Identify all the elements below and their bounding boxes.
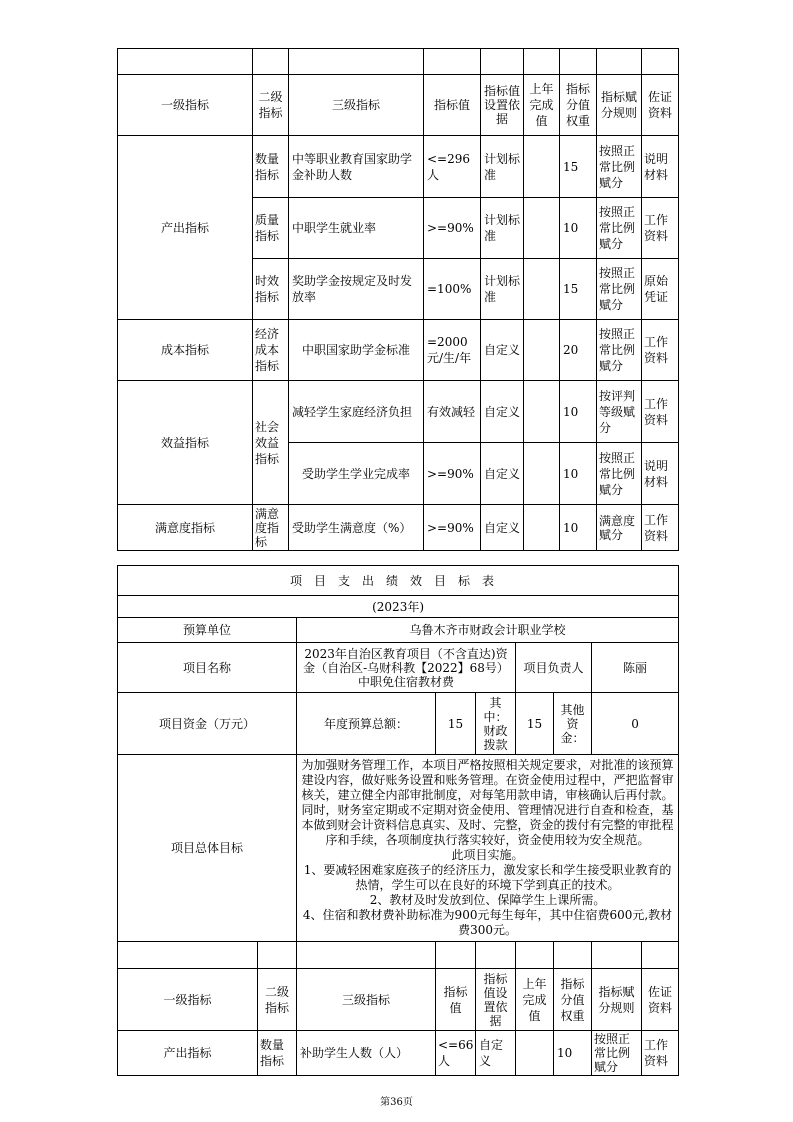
header-basis: 指标值设置依据 <box>481 75 524 136</box>
table-row <box>118 136 679 198</box>
basis-cell: 计划标准 <box>481 136 524 198</box>
table-year: (2023年) <box>118 596 679 618</box>
level3-cell: 减轻学生家庭经济负担 <box>289 381 424 443</box>
basis-cell: 自定义 <box>481 443 524 505</box>
last-year-cell <box>524 198 560 259</box>
header-rule: 指标赋分规则 <box>592 969 642 1031</box>
level2-cell: 经济成本指标 <box>253 320 289 381</box>
level3-cell: 中职国家助学金标准 <box>289 320 424 381</box>
evidence-cell: 工作资料 <box>642 381 679 443</box>
project-leader-label: 项目负责人 <box>516 643 592 693</box>
level2-cell: 时效指标 <box>253 259 289 320</box>
weight-cell: 15 <box>560 259 597 320</box>
level2-cell: 数量指标 <box>258 1031 297 1076</box>
header-evidence: 佐证资料 <box>642 75 679 136</box>
rule-cell: 满意度赋分 <box>597 505 642 551</box>
header-level1: 一级指标 <box>118 75 253 136</box>
goal-line: 为加强财务管理工作，本项目严格按照相关规定要求，对批准的该预算建设内容，做好账务设置和账务管理。在资金使用过程中，严把监督审核关，建立健全内部审批制度，对每笔用款申请，审核确认后再付款。同时，财务室定期或不定期对资金使用、管理情况进行自查和检查，基本做到财会计资料信息真实、及时、完整，资金的拨付有完整的审批程序和手续，各项制度执行落实较好，资金使用较为安全规范。 <box>301 758 674 847</box>
level2-cell: 社会效益指标 <box>253 381 289 505</box>
evidence-cell: 工作资料 <box>642 505 679 551</box>
fiscal-label: 其中：财政拨款 <box>476 693 516 755</box>
goal-line: 2、教材及时发放到位、保障学生上课所需。 <box>369 893 606 907</box>
header-level2: 二级指标 <box>258 969 297 1031</box>
goal-row <box>118 755 679 942</box>
budget-unit-label: 预算单位 <box>118 618 297 643</box>
level3-cell: 中职学生就业率 <box>289 198 424 259</box>
level3-cell: 奖助学金按规定及时发放率 <box>289 259 424 320</box>
rule-cell: 按照正常比例赋分 <box>597 198 642 259</box>
funds-label: 项目资金（万元） <box>118 693 297 755</box>
page-number: 第36页 <box>380 1097 413 1108</box>
level2-cell: 满意度指标 <box>253 505 289 551</box>
evidence-cell: 说明材料 <box>642 443 679 505</box>
weight-cell: 10 <box>560 381 597 443</box>
level3-cell: 补助学生人数（人） <box>297 1031 436 1076</box>
weight-cell: 10 <box>560 198 597 259</box>
last-year-cell <box>524 443 560 505</box>
value-cell: 有效减轻 <box>424 381 481 443</box>
level3-cell: 受助学生学业完成率 <box>289 443 424 505</box>
header-rule: 指标赋分规则 <box>597 75 642 136</box>
level1-cell: 满意度指标 <box>118 505 253 551</box>
level3-cell: 受助学生满意度（%） <box>289 505 424 551</box>
level3-cell: 中等职业教育国家助学金补助人数 <box>289 136 424 198</box>
rule-cell: 按照正常比例赋分 <box>592 1031 642 1076</box>
blank-row <box>118 942 679 969</box>
goal-text <box>297 755 679 942</box>
last-year-cell <box>524 259 560 320</box>
header-last-year: 上年完成值 <box>524 75 560 136</box>
last-year-cell <box>516 1031 554 1076</box>
project-leader-value: 陈丽 <box>592 643 679 693</box>
goal-label: 项目总体目标 <box>118 755 297 942</box>
value-cell: >=90% <box>424 505 481 551</box>
budget-unit-value: 乌鲁木齐市财政会计职业学校 <box>297 618 679 643</box>
goal-line: 1、要减轻困难家庭孩子的经济压力，激发家长和学生接受职业教育的热情，学生可以在良好的环境下学到真正的技术。 <box>303 863 672 892</box>
basis-cell: 计划标准 <box>481 259 524 320</box>
value-cell: >=90% <box>424 443 481 505</box>
header-row <box>118 969 679 1031</box>
rule-cell: 按评判等级赋分 <box>597 381 642 443</box>
header-level1: 一级指标 <box>118 969 258 1031</box>
weight-cell: 15 <box>560 136 597 198</box>
level1-cell: 成本指标 <box>118 320 253 381</box>
other-funds-value: 0 <box>592 693 679 755</box>
project-name-value: 2023年自治区教育项目（不含直达)资金（自治区-乌财科教【2022】68号）中职免住宿教材费 <box>297 643 516 693</box>
last-year-cell <box>524 320 560 381</box>
header-value: 指标值 <box>436 969 476 1031</box>
level1-cell: 效益指标 <box>118 381 253 505</box>
evidence-cell: 工作资料 <box>642 198 679 259</box>
evidence-cell: 工作资料 <box>642 320 679 381</box>
last-year-cell <box>524 136 560 198</box>
header-evidence: 佐证资料 <box>642 969 679 1031</box>
level1-cell: 产出指标 <box>118 136 253 320</box>
weight-cell: 10 <box>560 443 597 505</box>
other-funds-label: 其他资金： <box>554 693 592 755</box>
project-name-row <box>118 643 679 693</box>
header-basis: 指标值设置依据 <box>476 969 516 1031</box>
level1-cell: 产出指标 <box>118 1031 258 1076</box>
rule-cell: 按照正常比例赋分 <box>597 443 642 505</box>
fiscal-value: 15 <box>516 693 554 755</box>
last-year-cell <box>524 381 560 443</box>
weight-cell: 10 <box>554 1031 592 1076</box>
value-cell: >=90% <box>424 198 481 259</box>
evidence-cell: 工作资料 <box>642 1031 679 1076</box>
evidence-cell: 原始凭证 <box>642 259 679 320</box>
header-level3: 三级指标 <box>297 969 436 1031</box>
basis-cell: 自定义 <box>481 320 524 381</box>
goal-line: 4、住宿和教材费补助标准为900元每生每年，其中住宿费600元,教材费300元。 <box>302 908 673 937</box>
table-row <box>118 1031 679 1076</box>
basis-cell: 自定义 <box>481 381 524 443</box>
basis-cell: 计划标准 <box>481 198 524 259</box>
goal-line: 此项目实施。 <box>451 848 524 862</box>
evidence-cell: 说明材料 <box>642 136 679 198</box>
table-title: 项目支出绩效目标表 <box>118 566 679 596</box>
last-year-cell <box>524 505 560 551</box>
title-row <box>118 566 679 596</box>
performance-target-table <box>117 565 679 1076</box>
funds-row <box>118 693 679 755</box>
header-value: 指标值 <box>424 75 481 136</box>
table-row <box>118 381 679 443</box>
indicator-table-1 <box>117 48 679 551</box>
basis-cell: 自定义 <box>481 505 524 551</box>
header-level2: 二级指标 <box>253 75 289 136</box>
weight-cell: 10 <box>560 505 597 551</box>
budget-unit-row <box>118 618 679 643</box>
level2-cell: 数量指标 <box>253 136 289 198</box>
table-row <box>118 505 679 551</box>
header-weight: 指标分值权重 <box>560 75 597 136</box>
table-row <box>118 320 679 381</box>
weight-cell: 20 <box>560 320 597 381</box>
header-row <box>118 75 679 136</box>
header-weight: 指标分值权重 <box>554 969 592 1031</box>
level2-cell: 质量指标 <box>253 198 289 259</box>
value-cell: =100% <box>424 259 481 320</box>
rule-cell: 按照正常比例赋分 <box>597 259 642 320</box>
project-name-label: 项目名称 <box>118 643 297 693</box>
basis-cell: 自定义 <box>476 1031 516 1076</box>
annual-budget-label: 年度预算总额： <box>297 693 436 755</box>
rule-cell: 按照正常比例赋分 <box>597 136 642 198</box>
year-row <box>118 596 679 618</box>
value-cell: =2000元/生/年 <box>424 320 481 381</box>
value-cell: <=296人 <box>424 136 481 198</box>
rule-cell: 按照正常比例赋分 <box>597 320 642 381</box>
header-level3: 三级指标 <box>289 75 424 136</box>
header-last-year: 上年完成值 <box>516 969 554 1031</box>
value-cell: <=66人 <box>436 1031 476 1076</box>
annual-budget-value: 15 <box>436 693 476 755</box>
blank-row <box>118 49 679 75</box>
